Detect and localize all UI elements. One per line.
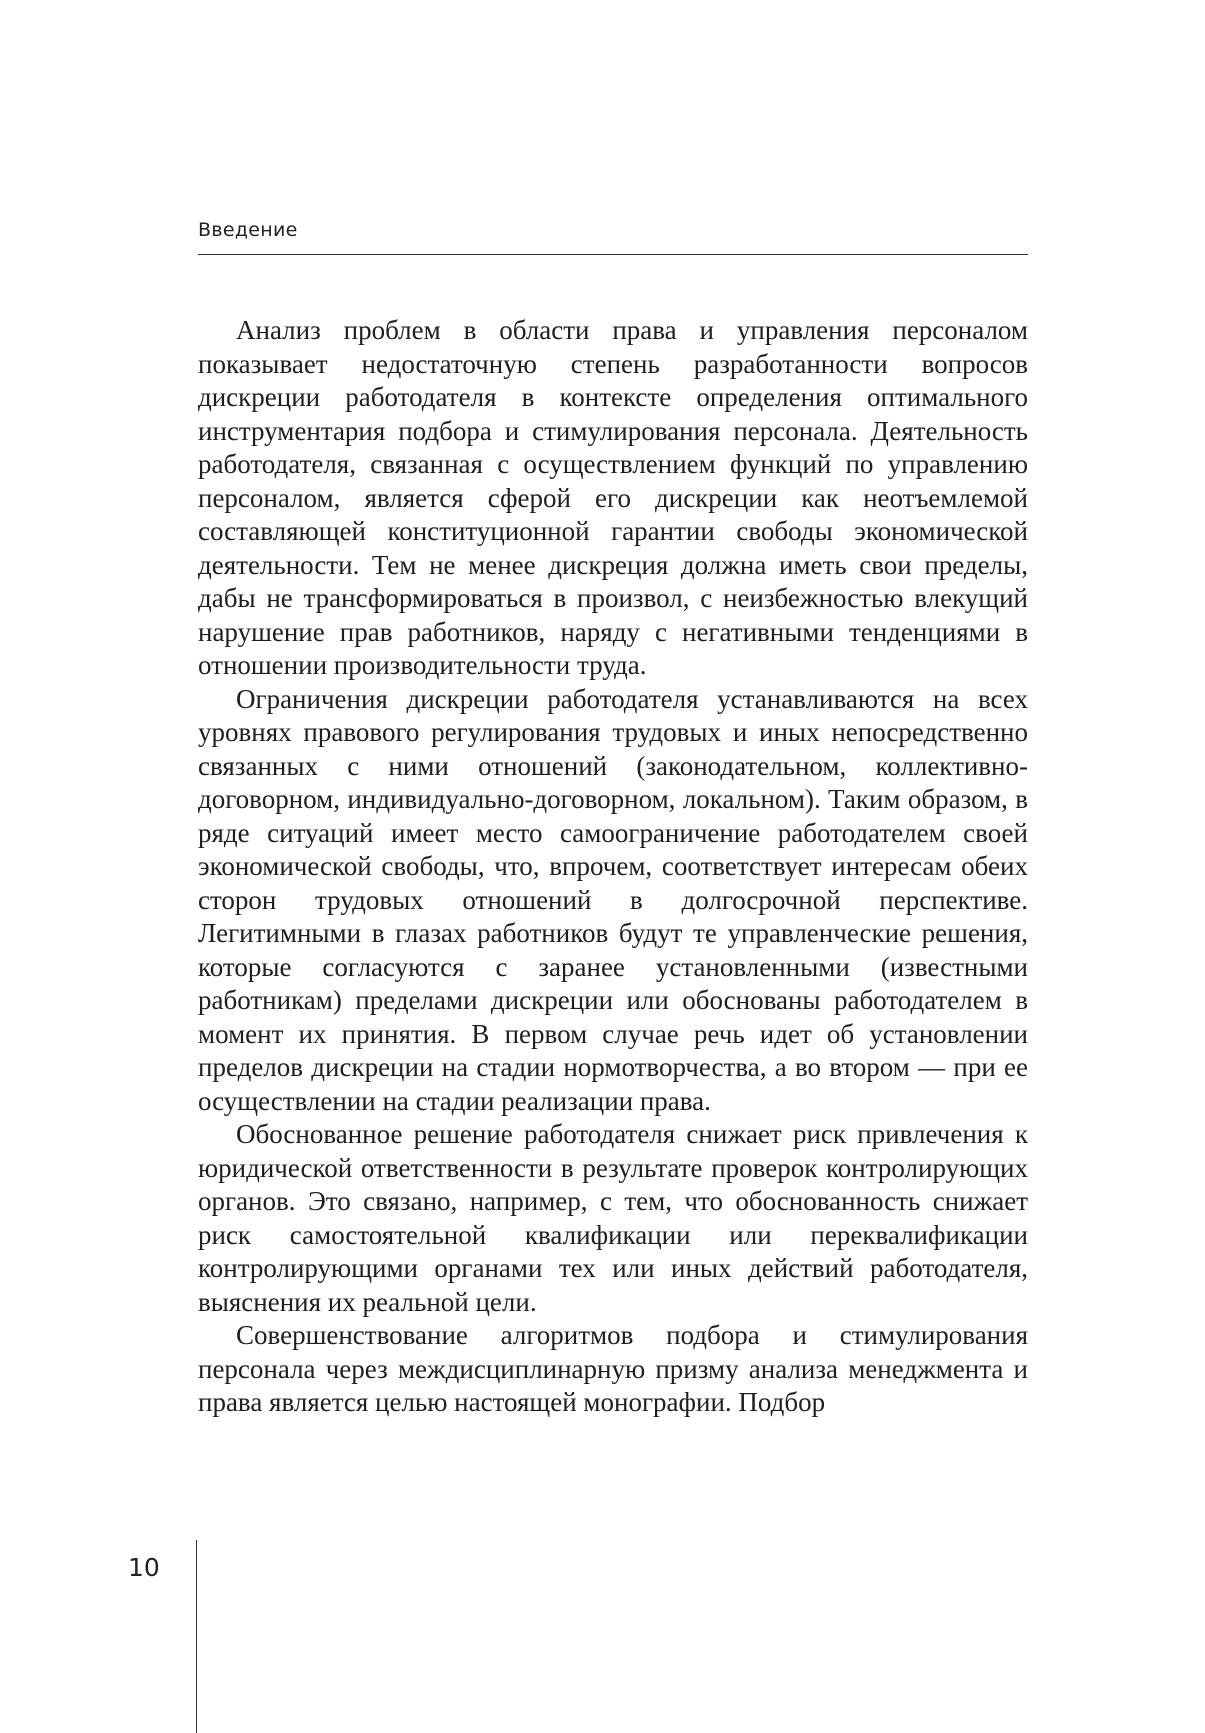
paragraph: Анализ проблем в области права и управления персоналом показывает недостаточную степень разработанности вопросов дискреции работодателя в контексте определения оптимального инструментария подбора и стимулирования персонала. Деятельность работодателя, связанная с осуществлением функций по управлению персоналом, является сферой его дискреции как неотъемлемой составляющей конституционной гарантии свободы экономической деятельности. Тем не менее дискреция должна иметь свои пределы, дабы не трансформироваться в произвол, с неизбежностью влекущий нарушение прав работников, наряду с негативными тенденциями в отношении производительности труда.	[198, 315, 1028, 680]
page-number: 10	[128, 1553, 160, 1582]
paragraph: Совершенствование алгоритмов подбора и стимулирования персонала через междисциплинарную призму анализа менеджмента и права является целью настоящей монографии. Подбор	[198, 1320, 1028, 1417]
body-text	[198, 314, 1028, 1420]
header-divider	[198, 254, 1028, 255]
paragraph: Обоснованное решение работодателя снижает риск привлечения к юридической ответственности в результате проверок контролирующих органов. Это связано, например, с тем, что обоснованность снижает риск самостоятельной квалификации или переквалификации контролирующими органами тех или иных действий работодателя, выяснения их реальной цели.	[198, 1119, 1028, 1317]
running-head-title: Введение	[198, 219, 298, 241]
paragraph: Ограничения дискреции работодателя устанавливаются на всех уровнях правового регулирования трудовых и иных непосредственно связанных с ними отношений (законодательном, коллективно-договорном, индивидуально-договорном, локальном). Таким образом, в ряде ситуаций имеет место самоограничение работодателем своей экономической свободы, что, впрочем, соответствует интересам обеих сторон трудовых отношений в долгосрочной перспективе. Легитимными в глазах работников будут те управленческие решения, которые согласуются с заранее установленными (известными работникам) пределами дискреции или обоснованы работодателем в момент их принятия. В первом случае речь идет об установлении пределов дискреции на стадии нормотворчества, а во втором — при ее осуществлении на стадии реализации права.	[198, 683, 1028, 1116]
footer-margin-rule	[196, 1540, 197, 1733]
